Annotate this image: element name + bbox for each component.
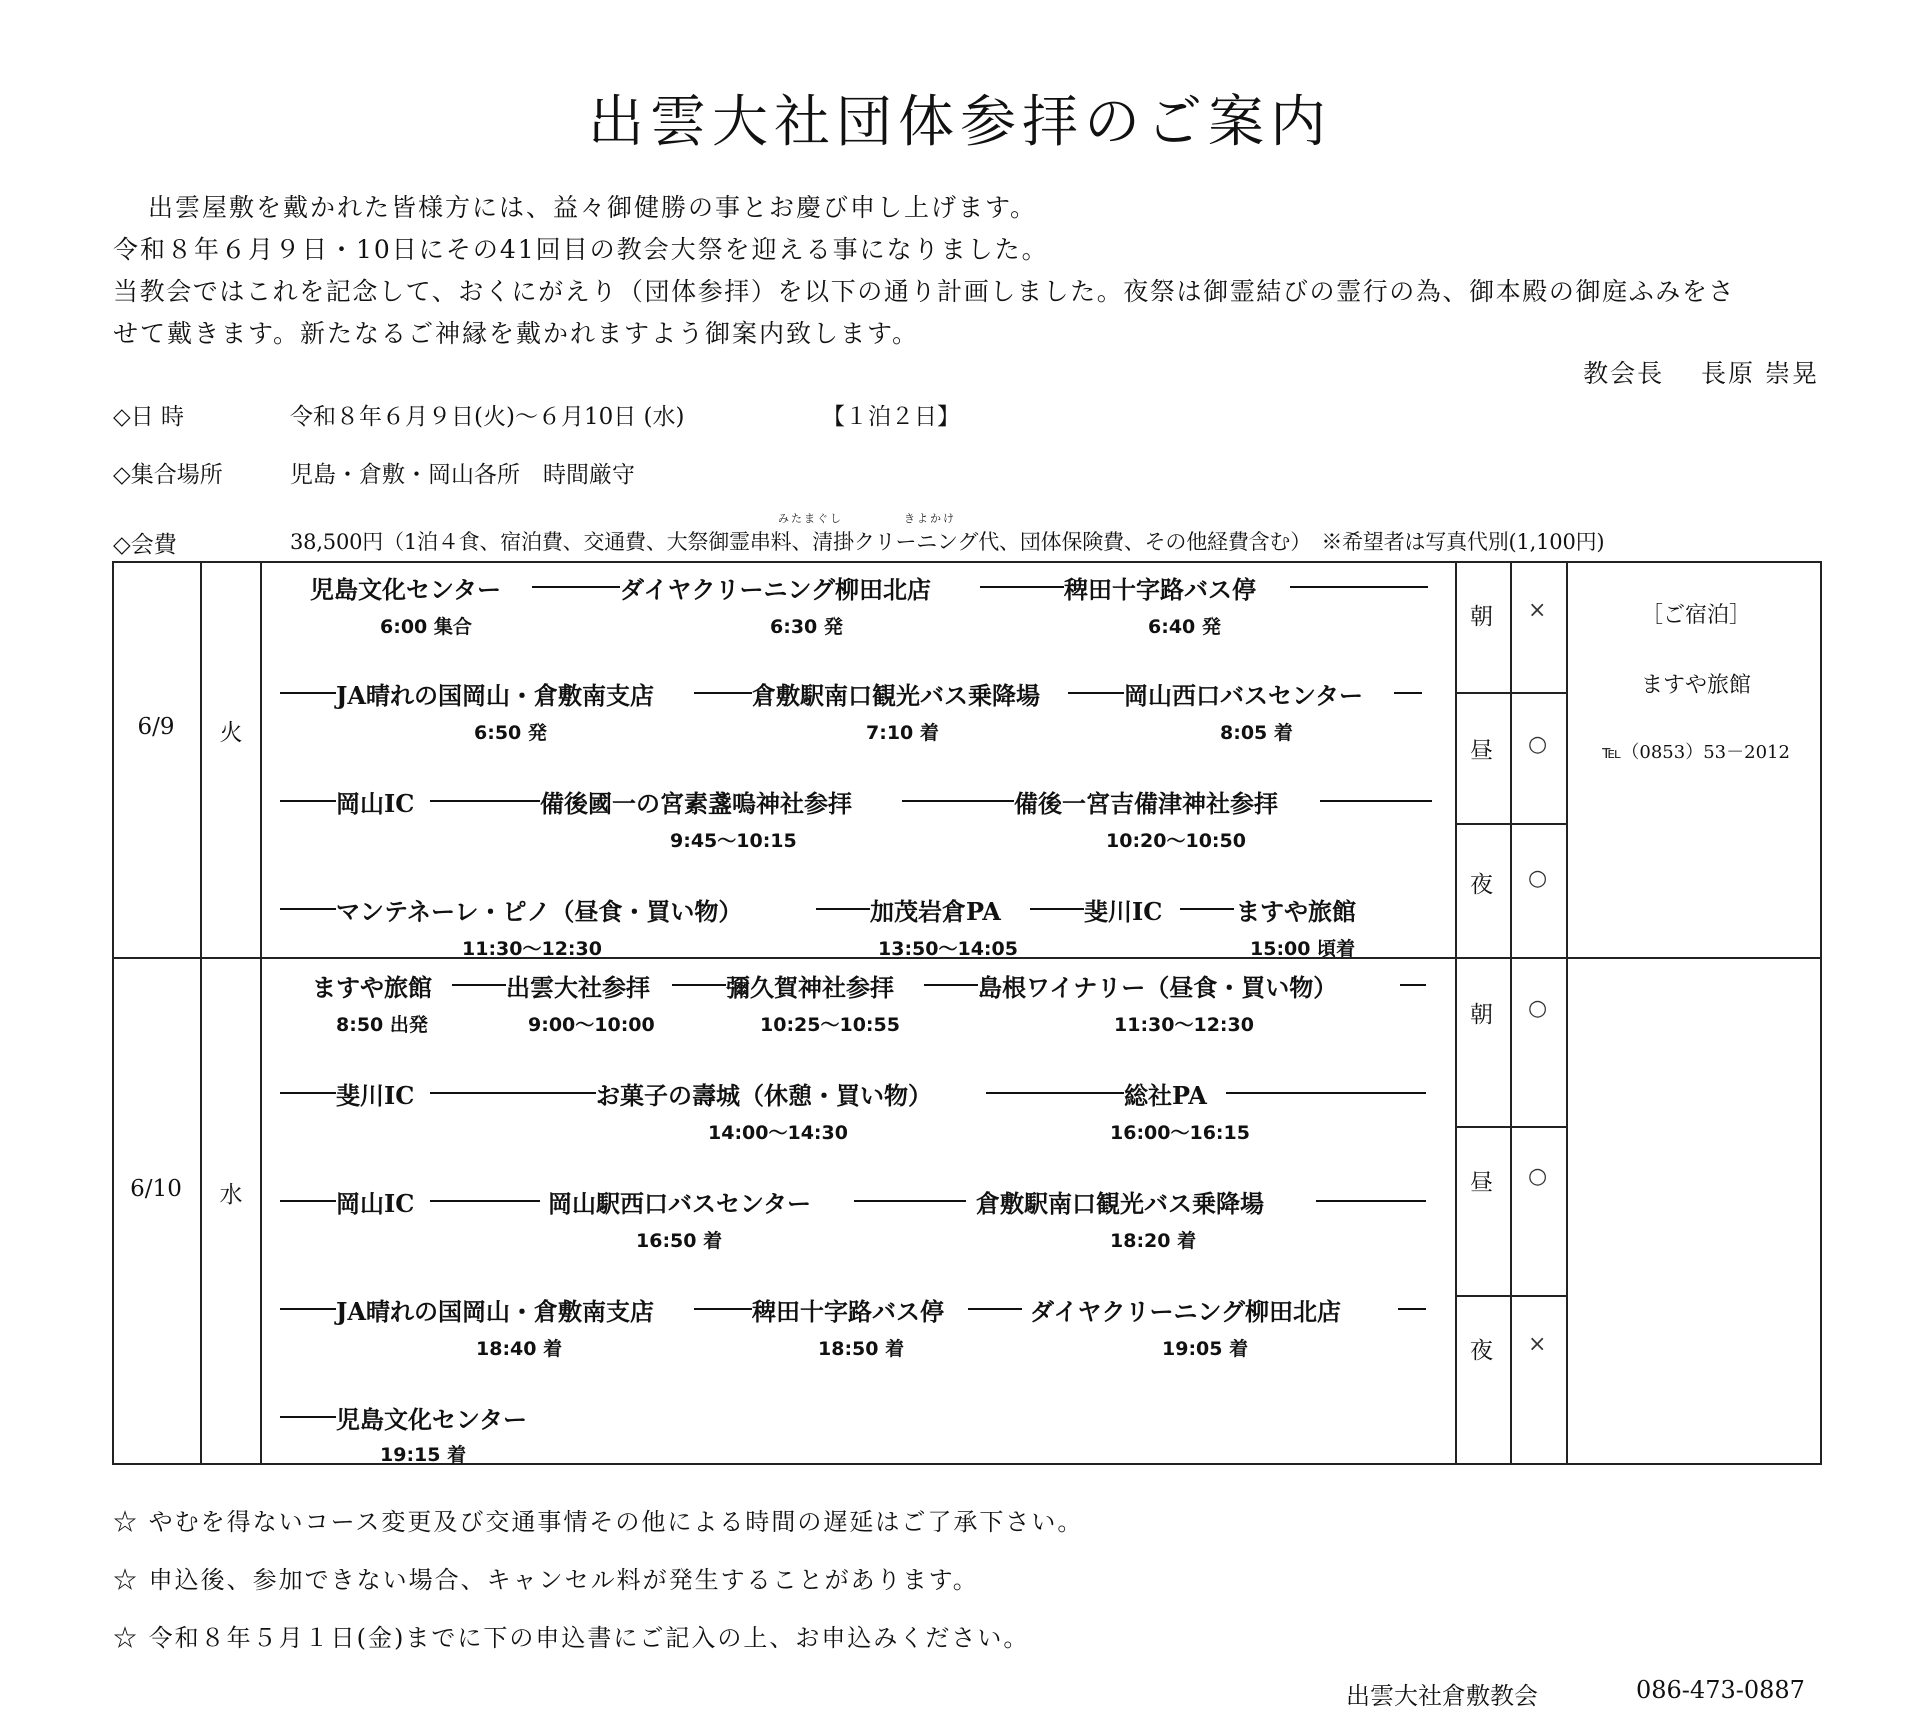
intro-line-4: せて戴きます。新たなるご神縁を戴かれますよう御案内致します。 [113, 319, 920, 348]
route-time: 6:30 発 [770, 616, 843, 638]
intro-line-3: 当教会ではこれを記念して、おくにがえり（団体参拝）を以下の通り計画しました。夜祭は御霊結びの霊行の為、御本殿の御庭ふみをさ [113, 277, 1736, 306]
place-label: ◇集合場所 [113, 462, 223, 488]
route-time: 6:40 発 [1148, 616, 1221, 638]
fee-value: 38,500円（1泊４食、宿泊費、交通費、大祭御霊串料、清掛クリーニング代、団体保険費、その他経費含む） ※希望者は写真代別(1,100円) [290, 530, 1605, 554]
route-stop: 備後國一の宮素盞嗚神社参拝 [540, 789, 852, 818]
route-time: 18:20 着 [1110, 1230, 1197, 1252]
route-time: 14:00～14:30 [708, 1122, 848, 1144]
route-stop: JA晴れの国岡山・倉敷南支店 [336, 1297, 654, 1326]
route-stop: 稗田十字路バス停 [752, 1297, 944, 1326]
date-label: ◇日 時 [113, 404, 184, 430]
route-stop: 斐川IC [1084, 897, 1163, 926]
route-time: 6:50 発 [474, 722, 547, 744]
route-time: 9:45～10:15 [670, 830, 797, 852]
route-stop: ダイヤクリーニング柳田北店 [620, 575, 932, 604]
route-time: 7:10 着 [866, 722, 939, 744]
date-value: 令和８年６月９日(火)～６月10日 (水) [290, 404, 685, 430]
day1-breakfast-label: 朝 [1470, 604, 1493, 630]
day1-lunch-label: 昼 [1470, 738, 1493, 764]
route-time: 11:30～12:30 [1114, 1014, 1254, 1036]
fee-label: ◇会費 [113, 532, 177, 558]
route-stop: ダイヤクリーニング柳田北店 [1030, 1297, 1342, 1326]
route-stop: 斐川IC [336, 1081, 415, 1110]
route-time: 8:50 出発 [336, 1014, 428, 1036]
note-2: ☆ 申込後、参加できない場合、キャンセル料が発生することがあります。 [113, 1566, 979, 1594]
day2-breakfast-label: 朝 [1470, 1002, 1493, 1028]
date-note: 【１泊２日】 [822, 404, 960, 430]
note-1: ☆ やむを得ないコース変更及び交通事情その他による時間の遅延はご了承下さい。 [113, 1508, 1084, 1536]
lodging-name: ますや旅館 [1640, 673, 1751, 698]
day1-weekday: 火 [219, 720, 243, 746]
route-stop: 島根ワイナリー（昼食・買い物） [978, 973, 1338, 1002]
route-time: 16:00～16:15 [1110, 1122, 1250, 1144]
route-time: 9:00～10:00 [528, 1014, 655, 1036]
footer-org: 出雲大社倉敷教会 [1346, 1682, 1538, 1710]
route-stop: 出雲大社参拝 [506, 973, 650, 1002]
route-stop: 彌久賀神社参拝 [726, 973, 894, 1002]
note-3: ☆ 令和８年５月１日(金)までに下の申込書にご記入の上、お申込みください。 [113, 1624, 1030, 1652]
day2-dinner-mark: × [1528, 1332, 1547, 1357]
route-stop: マンテネーレ・ピノ（昼食・買い物） [336, 897, 743, 926]
day1-dinner-label: 夜 [1470, 872, 1493, 898]
route-stop: 児島文化センター [336, 1405, 528, 1434]
route-stop: 倉敷駅南口観光バス乗降場 [976, 1189, 1264, 1218]
day1-breakfast-mark: × [1528, 598, 1547, 623]
route-stop: 岡山駅西口バスセンター [548, 1189, 812, 1218]
place-value: 児島・倉敷・岡山各所 時間厳守 [290, 462, 635, 488]
route-stop: 岡山IC [336, 1189, 415, 1218]
route-stop: 倉敷駅南口観光バス乗降場 [752, 681, 1040, 710]
day1-dinner-mark: ○ [1528, 866, 1548, 891]
route-time: 10:25～10:55 [760, 1014, 900, 1036]
route-time: 19:05 着 [1162, 1338, 1249, 1360]
day2-weekday: 水 [219, 1182, 243, 1208]
lodging-tel: ℡（0853）53－2012 [1602, 742, 1790, 763]
route-time: 6:00 集合 [380, 616, 472, 638]
route-time: 10:20～10:50 [1106, 830, 1246, 852]
route-stop: お菓子の壽城（休憩・買い物） [596, 1081, 932, 1110]
day1-lunch-mark: ○ [1528, 732, 1548, 757]
page-title: 出雲大社団体参拝のご案内 [588, 90, 1332, 155]
route-stop: 岡山西口バスセンター [1124, 681, 1364, 710]
route-stop: 備後一宮吉備津神社参拝 [1014, 789, 1278, 818]
route-stop: JA晴れの国岡山・倉敷南支店 [336, 681, 654, 710]
route-stop: 児島文化センター [310, 575, 502, 604]
route-stop: 加茂岩倉PA [870, 897, 1001, 926]
route-stop: ますや旅館 [312, 973, 432, 1002]
route-stop: 総社PA [1124, 1081, 1207, 1110]
lodging-heading: ［ご宿泊］ [1640, 603, 1751, 628]
day2-lunch-mark: ○ [1528, 1164, 1548, 1189]
route-stop: 岡山IC [336, 789, 415, 818]
day2-lunch-label: 昼 [1470, 1170, 1493, 1196]
route-stop: ますや旅館 [1236, 897, 1356, 926]
route-time: 15:00 頃着 [1250, 938, 1356, 960]
route-time: 8:05 着 [1220, 722, 1293, 744]
ruby-kiyokake: きよかけ [904, 512, 956, 525]
route-time: 11:30～12:30 [462, 938, 602, 960]
day2-dinner-label: 夜 [1470, 1338, 1493, 1364]
route-time: 19:15 着 [380, 1444, 467, 1466]
day2-breakfast-mark: ○ [1528, 996, 1548, 1021]
route-time: 18:40 着 [476, 1338, 563, 1360]
ruby-mitamagushi: みたまぐし [778, 512, 843, 525]
route-time: 18:50 着 [818, 1338, 905, 1360]
intro-line-2: 令和８年６月９日・10日にその41回目の教会大祭を迎える事になりました。 [113, 235, 1049, 264]
route-time: 13:50～14:05 [878, 938, 1018, 960]
day1-date: 6/9 [137, 714, 175, 740]
signature: 教会長 長原 崇晃 [1583, 359, 1819, 388]
footer-phone: 086-473-0887 [1636, 1676, 1805, 1704]
intro-line-1: 出雲屋敷を戴かれた皆様方には、益々御健勝の事とお慶び申し上げます。 [148, 193, 1038, 222]
route-stop: 稗田十字路バス停 [1064, 575, 1256, 604]
day2-date: 6/10 [130, 1176, 182, 1202]
route-time: 16:50 着 [636, 1230, 723, 1252]
